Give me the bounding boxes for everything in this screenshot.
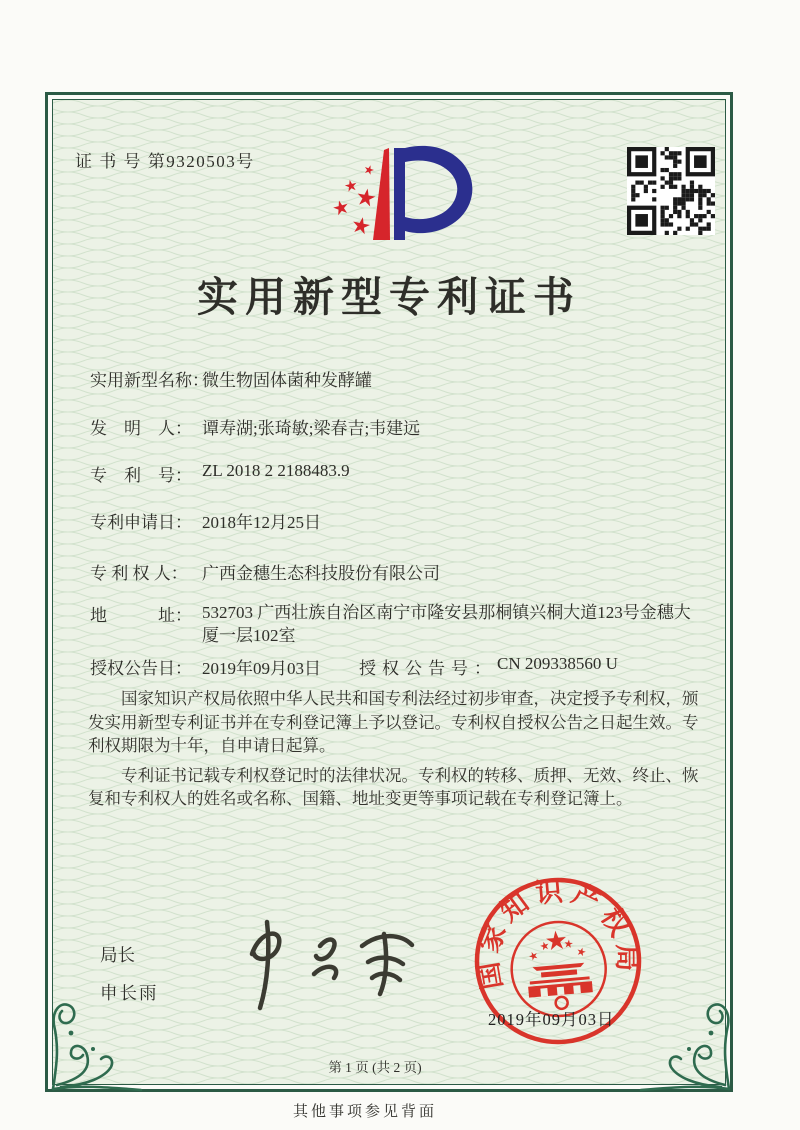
field-grant-no-label: 授权公告号： [359, 659, 497, 678]
field-grant-date-value: 2019年09月03日 [202, 659, 321, 678]
certificate-number: 证 书 号 第9320503号 [75, 152, 255, 171]
back-note: 其他事项参见背面 [292, 1104, 437, 1120]
national-emblem-icon [508, 918, 610, 1020]
field-filing-date-label: 专利申请日： [90, 513, 192, 532]
field-address [90, 601, 710, 647]
field-address-label: 地 址： [90, 606, 192, 625]
legal-text [88, 687, 704, 817]
page-title: 实用新型专利证书 [197, 274, 581, 320]
director-name: 申长雨 [100, 983, 159, 1003]
field-patent-no-label: 专 利 号： [90, 466, 192, 485]
director-title: 局长 [100, 945, 135, 965]
director-signature [222, 910, 437, 1020]
field-address-value: 532703 广西壮族自治区南宁市隆安县那桐镇兴桐大道123号金穗大厦一层102室 [202, 603, 691, 645]
legal-paragraph-2: 专利证书记载专利权登记时的法律状况。专利权的转移、质押、无效、终止、恢复和专利权人的姓名或名称、国籍、地址变更等事项记载在专利登记簿上。 [88, 765, 699, 808]
field-filing-date-value: 2018年12月25日 [202, 513, 321, 532]
field-inventor-value: 谭寿湖;张琦敏;梁春吉;韦建远 [202, 419, 421, 438]
cnipa-logo-icon [320, 140, 482, 258]
field-grant [90, 654, 710, 679]
field-patentee [90, 559, 710, 584]
seal-date: 2019年09月03日 [488, 1010, 615, 1029]
field-patent-no [90, 461, 710, 486]
field-patent-no-value: ZL 2018 2 2188483.9 [202, 461, 350, 480]
field-grant-date-label: 授权公告日： [90, 659, 192, 678]
field-name-label: 实用新型名称： [90, 371, 209, 390]
field-inventor-label: 发 明 人： [90, 419, 192, 438]
field-patentee-label: 专 利 权 人： [90, 564, 188, 583]
field-grant-no-value: CN 209338560 U [497, 654, 618, 673]
field-patentee-value: 广西金穗生态科技股份有限公司 [202, 564, 440, 583]
page-number: 第 1 页 (共 2 页) [328, 1060, 422, 1075]
qr-code [626, 147, 716, 235]
legal-paragraph-1: 国家知识产权局依照中华人民共和国专利法经过初步审查，决定授予专利权，颁发实用新型专利证书并在专利登记簿上予以登记。专利权自授权公告之日起生效。专利权期限为十年，自申请日起算。 [88, 689, 699, 755]
field-name-value: 微生物固体菌种发酵罐 [202, 371, 372, 390]
field-inventor [90, 414, 710, 439]
field-filing-date [90, 508, 710, 533]
seal-text: 国家知识产权局 [472, 875, 643, 992]
field-name [90, 366, 710, 391]
corner-flourish-left-icon [47, 997, 147, 1092]
